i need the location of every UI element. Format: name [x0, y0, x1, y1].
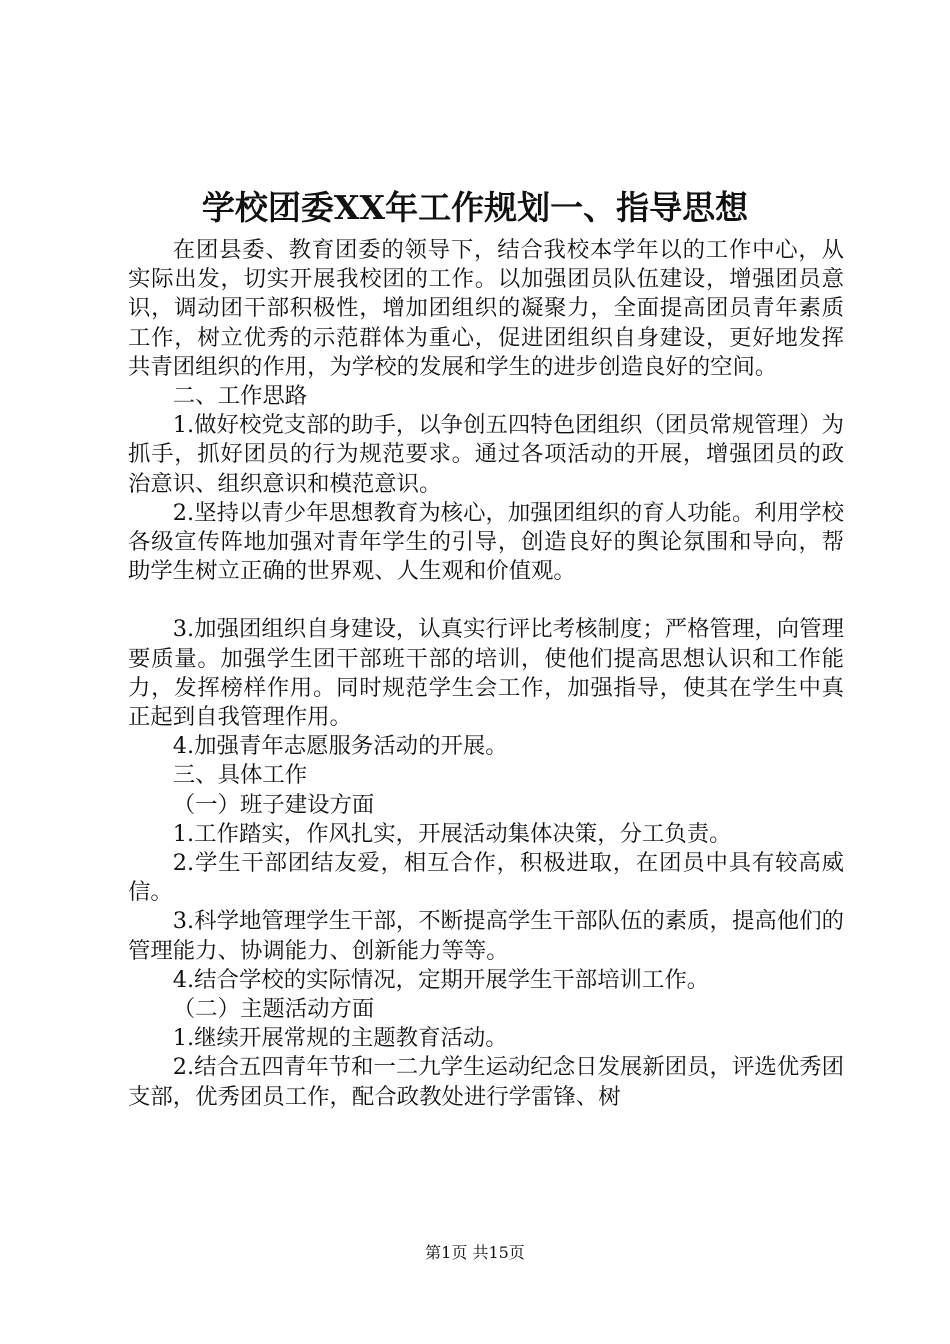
paragraph-idea-2: 2.坚持以青少年思想教育为核心，加强团组织的育人功能。利用学校各级宣传阵地加强对青年学生的引导，创造良好的舆论氛围和导向，帮助学生树立正确的世界观、人生观和价值观。 — [128, 499, 844, 585]
document-body — [128, 236, 844, 1112]
paragraph-activity-2: 2.结合五四青年节和一二九学生运动纪念日发展新团员，评选优秀团支部，优秀团员工作，配合政教处进行学雷锋、树 — [128, 1054, 844, 1110]
heading-work-ideas: 二、工作思路 — [172, 383, 308, 410]
paragraph-team-1: 1.工作踏实，作风扎实，开展活动集体决策，分工负责。 — [172, 820, 732, 847]
paragraph-idea-3: 3.加强团组织自身建设，认真实行评比考核制度；严格管理，向管理要质量。加强学生团干部班干部的培训，使他们提高思想认识和工作能力，发挥榜样作用。同时规范学生会工作，加强指导，使其在学生中真正起到自我管理作用。 — [128, 616, 844, 731]
paragraph-gap — [128, 586, 844, 615]
paragraph-guiding-thought: 在团县委、教育团委的领导下，结合我校本学年以的工作中心，从实际出发，切实开展我校团的工作。以加强团员队伍建设，增强团员意识，调动团干部积极性，增加团组织的凝聚力，全面提高团员青年素质工作，树立优秀的示范群体为重心，促进团组织自身建设，更好地发挥共青团组织的作用，为学校的发展和学生的进步创造良好的空间。 — [128, 237, 844, 380]
paragraph-team-3: 3.科学地管理学生干部，不断提高学生干部队伍的素质，提高他们的管理能力、协调能力、创新能力等等。 — [128, 908, 844, 964]
heading-specific-work: 三、具体工作 — [172, 762, 308, 789]
subheading-theme-activities: （二）主题活动方面 — [172, 996, 375, 1023]
paragraph-idea-1: 1.做好校党支部的助手，以争创五四特色团组织（团员常规管理）为抓手，抓好团员的行为规范要求。通过各项活动的开展，增强团员的政治意识、组织意识和模范意识。 — [128, 412, 844, 497]
page-title: 学校团委XX年工作规划一、指导思想 — [201, 188, 749, 227]
paragraph-team-4: 4.结合学校的实际情况，定期开展学生干部培训工作。 — [172, 966, 710, 993]
paragraph-activity-1: 1.继续开展常规的主题教育活动。 — [172, 1025, 508, 1052]
paragraph-idea-4: 4.加强青年志愿服务活动的开展。 — [172, 733, 508, 760]
subheading-team-building: （一）班子建设方面 — [172, 791, 375, 818]
paragraph-team-2: 2.学生干部团结友爱，相互合作，积极进取，在团员中具有较高威信。 — [128, 850, 844, 906]
page-number: 第1页 共15页 — [425, 1243, 525, 1262]
